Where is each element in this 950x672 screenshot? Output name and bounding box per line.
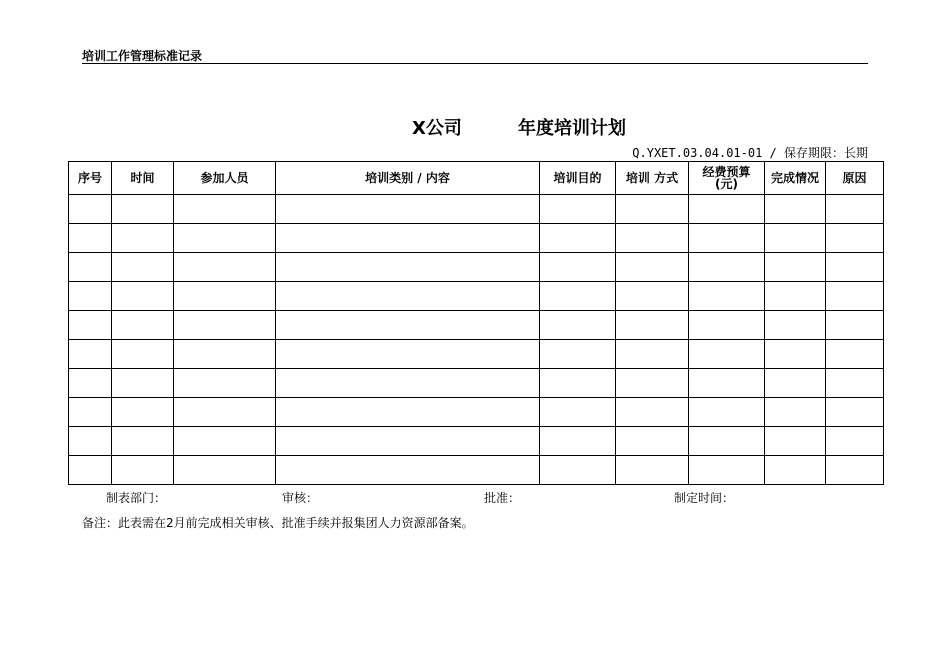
col-header-status: 完成情况 [765, 162, 826, 195]
table-cell-time[interactable] [112, 253, 174, 282]
table-cell-budget[interactable] [689, 253, 765, 282]
table-cell-reason[interactable] [826, 398, 884, 427]
table-cell-status[interactable] [765, 224, 826, 253]
table-row [69, 282, 884, 311]
table-cell-participants[interactable] [174, 369, 276, 398]
table-cell-category[interactable] [276, 427, 540, 456]
table-cell-budget[interactable] [689, 398, 765, 427]
table-cell-reason[interactable] [826, 369, 884, 398]
table-cell-reason[interactable] [826, 456, 884, 485]
table-cell-purpose[interactable] [540, 369, 616, 398]
table-cell-reason[interactable] [826, 282, 884, 311]
header-divider [82, 63, 868, 64]
table-cell-method[interactable] [616, 311, 689, 340]
table-row [69, 340, 884, 369]
col-header-seq: 序号 [69, 162, 112, 195]
table-row [69, 427, 884, 456]
table-cell-purpose[interactable] [540, 340, 616, 369]
table-cell-time[interactable] [112, 456, 174, 485]
table-cell-reason[interactable] [826, 427, 884, 456]
table-cell-purpose[interactable] [540, 224, 616, 253]
table-cell-method[interactable] [616, 427, 689, 456]
table-cell-category[interactable] [276, 340, 540, 369]
table-cell-category[interactable] [276, 224, 540, 253]
table-cell-purpose[interactable] [540, 427, 616, 456]
table-cell-status[interactable] [765, 253, 826, 282]
table-cell-participants[interactable] [174, 427, 276, 456]
table-cell-seq[interactable] [69, 456, 112, 485]
table-cell-participants[interactable] [174, 253, 276, 282]
table-cell-budget[interactable] [689, 282, 765, 311]
table-cell-participants[interactable] [174, 282, 276, 311]
table-cell-status[interactable] [765, 456, 826, 485]
table-cell-seq[interactable] [69, 282, 112, 311]
table-cell-budget[interactable] [689, 340, 765, 369]
title-company: X公司 [412, 118, 462, 139]
col-header-method: 培训 方式 [616, 162, 689, 195]
table-cell-reason[interactable] [826, 340, 884, 369]
table-cell-purpose[interactable] [540, 253, 616, 282]
table-cell-status[interactable] [765, 369, 826, 398]
footer-prepared-dept: 制表部门： [106, 491, 167, 505]
title-plan: 年度培训计划 [518, 118, 626, 139]
col-header-category: 培训类别 / 内容 [276, 162, 540, 195]
table-cell-time[interactable] [112, 340, 174, 369]
table-cell-category[interactable] [276, 311, 540, 340]
table-cell-category[interactable] [276, 456, 540, 485]
table-cell-seq[interactable] [69, 398, 112, 427]
table-cell-reason[interactable] [826, 224, 884, 253]
table-row [69, 195, 884, 224]
table-cell-seq[interactable] [69, 340, 112, 369]
table-cell-purpose[interactable] [540, 311, 616, 340]
table-cell-time[interactable] [112, 224, 174, 253]
table-cell-status[interactable] [765, 195, 826, 224]
table-cell-category[interactable] [276, 282, 540, 311]
table-cell-reason[interactable] [826, 195, 884, 224]
col-header-budget: 经费预算(元) [689, 162, 765, 195]
table-cell-time[interactable] [112, 427, 174, 456]
table-body [69, 195, 884, 485]
table-cell-budget[interactable] [689, 456, 765, 485]
table-cell-seq[interactable] [69, 224, 112, 253]
table-cell-reason[interactable] [826, 253, 884, 282]
table-row [69, 311, 884, 340]
table-cell-method[interactable] [616, 224, 689, 253]
training-plan-table [68, 161, 884, 485]
table-cell-purpose[interactable] [540, 398, 616, 427]
table-cell-status[interactable] [765, 398, 826, 427]
table-cell-time[interactable] [112, 398, 174, 427]
table-cell-seq[interactable] [69, 369, 112, 398]
table-cell-budget[interactable] [689, 369, 765, 398]
table-cell-purpose[interactable] [540, 195, 616, 224]
table-cell-participants[interactable] [174, 195, 276, 224]
table-cell-time[interactable] [112, 195, 174, 224]
document-code: Q.YXET.03.04.01-01 / 保存期限：长期 [632, 146, 868, 160]
table-row [69, 456, 884, 485]
table-cell-purpose[interactable] [540, 456, 616, 485]
col-header-purpose: 培训目的 [540, 162, 616, 195]
table-cell-seq[interactable] [69, 253, 112, 282]
table-cell-time[interactable] [112, 311, 174, 340]
table-cell-time[interactable] [112, 369, 174, 398]
footer-approve: 批准： [484, 491, 521, 505]
table-cell-status[interactable] [765, 427, 826, 456]
table-cell-method[interactable] [616, 282, 689, 311]
table-cell-budget[interactable] [689, 195, 765, 224]
table-cell-category[interactable] [276, 253, 540, 282]
table-row [69, 398, 884, 427]
table-cell-category[interactable] [276, 369, 540, 398]
table-cell-purpose[interactable] [540, 282, 616, 311]
table-cell-time[interactable] [112, 282, 174, 311]
table-cell-seq[interactable] [69, 427, 112, 456]
table-cell-seq[interactable] [69, 311, 112, 340]
table-row [69, 369, 884, 398]
table-cell-category[interactable] [276, 195, 540, 224]
col-header-participants: 参加人员 [174, 162, 276, 195]
footer-prepared-time: 制定时间： [674, 491, 735, 505]
table-cell-status[interactable] [765, 282, 826, 311]
table-cell-method[interactable] [616, 398, 689, 427]
table-cell-participants[interactable] [174, 224, 276, 253]
table-cell-status[interactable] [765, 340, 826, 369]
table-cell-method[interactable] [616, 369, 689, 398]
table-header-row [69, 162, 884, 195]
col-header-time: 时间 [112, 162, 174, 195]
table-cell-participants[interactable] [174, 311, 276, 340]
table-cell-method[interactable] [616, 195, 689, 224]
table-cell-category[interactable] [276, 398, 540, 427]
table-cell-status[interactable] [765, 311, 826, 340]
table-cell-seq[interactable] [69, 195, 112, 224]
table-cell-budget[interactable] [689, 224, 765, 253]
table-cell-method[interactable] [616, 253, 689, 282]
table-cell-participants[interactable] [174, 398, 276, 427]
table-cell-reason[interactable] [826, 311, 884, 340]
table-cell-participants[interactable] [174, 340, 276, 369]
table-row [69, 253, 884, 282]
footer-review: 审核： [282, 491, 319, 505]
table-cell-budget[interactable] [689, 427, 765, 456]
table-row [69, 224, 884, 253]
table-cell-method[interactable] [616, 340, 689, 369]
col-header-reason: 原因 [826, 162, 884, 195]
footnote: 备注：此表需在2月前完成相关审核、批准手续并报集团人力资源部备案。 [82, 516, 474, 530]
header-title: 培训工作管理标准记录 [82, 49, 203, 63]
table-cell-method[interactable] [616, 456, 689, 485]
table-cell-budget[interactable] [689, 311, 765, 340]
table-cell-participants[interactable] [174, 456, 276, 485]
